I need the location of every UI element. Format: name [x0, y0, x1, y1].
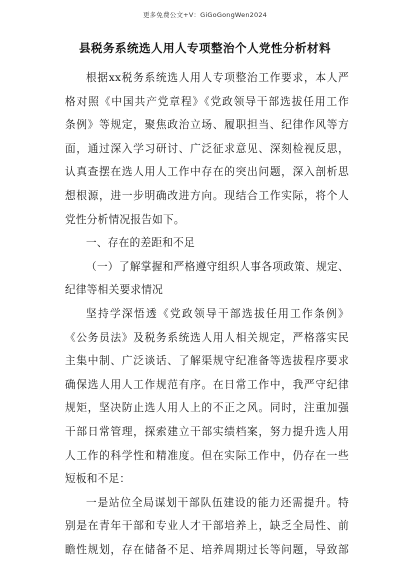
- body-line: 确保选人用人工作规范有序。在日常工作中，我严守纪律: [65, 378, 349, 391]
- body-line: 规矩，坚决防止选人用人上的不正之风。同时，注重加强: [65, 402, 349, 415]
- body-line: 坚持学深悟透《党政领导干部选拔任用工作条例》: [86, 307, 349, 320]
- body-line: 瞻性规划，存在储备不足、培养周期过长等问题，导致部: [65, 543, 349, 556]
- body-line: 根据xx税务系统选人用人专项整治工作要求，本人严: [86, 72, 349, 84]
- subsection-heading: （一）了解掌握和严格遵守组织人事各项政策、规定、: [86, 260, 349, 273]
- body-line: 主集中制、广泛谈话、了解渠规守纪准备等选拔程序要求: [65, 355, 349, 368]
- subsection-heading: 纪律等相关要求情况: [65, 284, 164, 297]
- body-line: 别是在青年干部和专业人才干部培养上，缺乏全局性、前: [65, 520, 349, 533]
- body-line: 格对照《中国共产党章程》《党政领导干部选拔任用工作: [65, 95, 349, 108]
- body-line: 一是站位全局谋划干部队伍建设的能力还需提升。特: [86, 496, 349, 509]
- body-line: 干部日常管理，探索建立干部实绩档案，努力提升选人用: [65, 425, 349, 438]
- body-line: 条例》等规定，聚焦政治立场、履职担当、纪律作风等方: [65, 119, 349, 132]
- body-line: 党性分析情况报告如下。: [65, 213, 185, 226]
- body-line: 面，通过深入学习研讨、广泛征求意见、深刻检视反思，: [65, 142, 349, 155]
- section-heading: 一、存在的差距和不足: [86, 237, 195, 250]
- header-note: 更多免费公文+V：GiGoGongWen2024: [142, 11, 267, 19]
- body-line: 想根源，进一步明确改进方向。现结合工作实际，将个人: [65, 189, 349, 202]
- document-body: [65, 67, 349, 562]
- body-line: 认真查摆在选人用人工作中存在的突出问题，深入剖析思: [65, 166, 349, 179]
- body-line: 《公务员法》及税务系统选人用人相关规定，严格落实民: [65, 331, 349, 344]
- document-title: 县税务系统选人用人专项整治个人党性分析材料: [79, 41, 331, 55]
- body-line: 短板和不足：: [65, 473, 131, 486]
- body-line: 人工作的科学性和精准度。但在实际工作中，仍存在一些: [65, 449, 349, 462]
